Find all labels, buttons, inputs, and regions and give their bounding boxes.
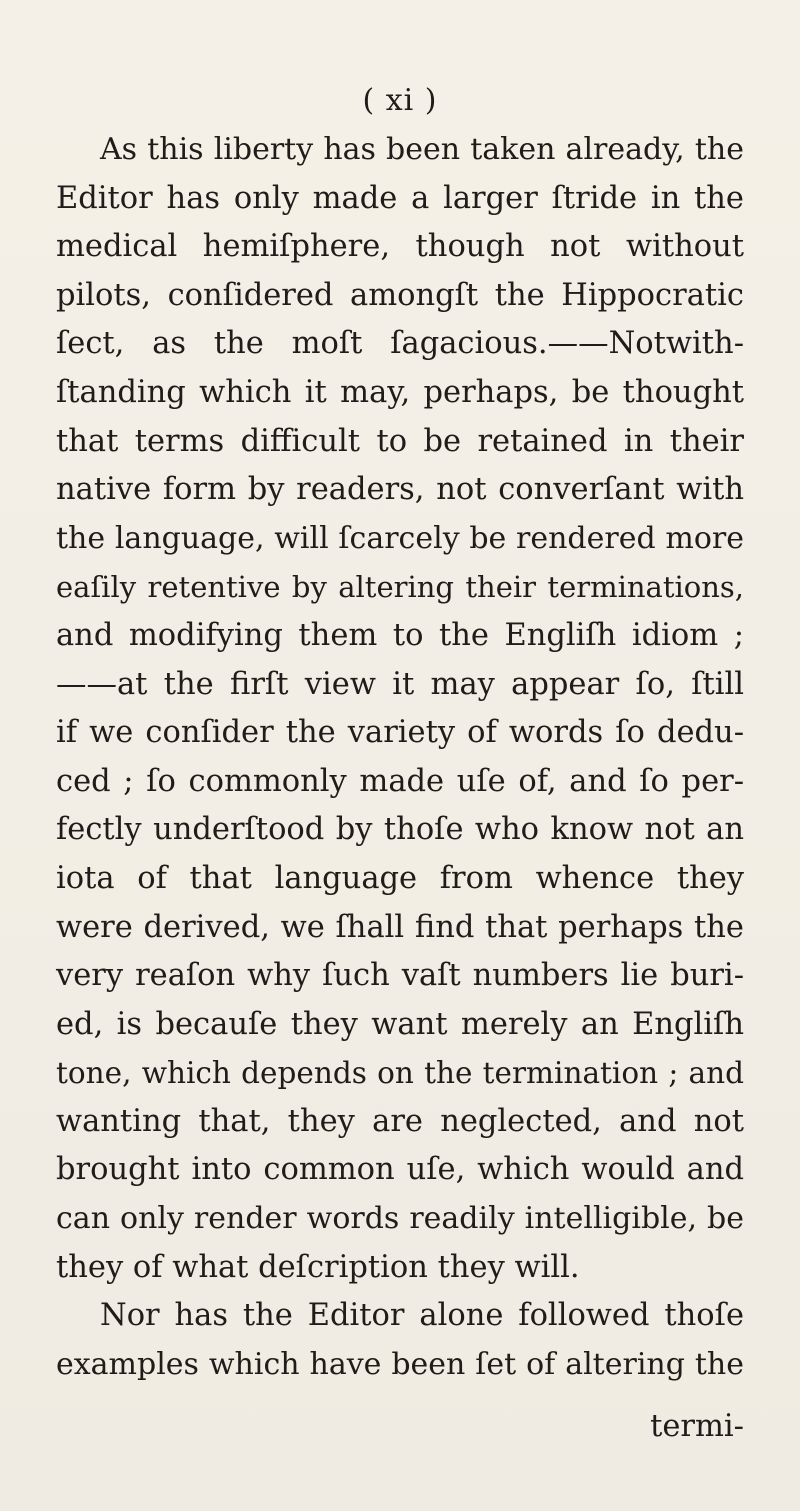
text-line: can only render words readily intelligible, be (56, 1201, 744, 1237)
text-line: ſtanding which it may, perhaps, be thought (56, 374, 744, 410)
text-line: fectly underſtood by thoſe who know not an (56, 812, 744, 848)
text-line: native form by readers, not converſant with (56, 472, 744, 508)
text-line: tone, which depends on the termination ; and (56, 1056, 744, 1091)
text-line: iota of that language from whence they (56, 860, 744, 896)
text-line: Editor has only made a larger ſtride in the (56, 180, 744, 216)
text-line: examples which have been ſet of altering the (56, 1346, 744, 1382)
text-line: ed, is becauſe they want merely an Engliſh (56, 1006, 744, 1042)
text-line: eaſily retentive by altering their terminations, (56, 570, 744, 605)
text-line: were derived, we ſhall find that perhaps the (56, 909, 744, 945)
text-line: ——at the firſt view it may appear ſo, ſtill (56, 666, 744, 702)
text-line: wanting that, they are neglected, and not (56, 1103, 744, 1139)
text-line: Nor has the Editor alone followed thoſe (100, 1298, 744, 1334)
text-line: ſect, as the moſt ſagacious.——Notwith- (56, 326, 744, 362)
text-line: ced ; ſo commonly made uſe of, and ſo per- (56, 763, 744, 799)
text-line: they of what deſcription they will. (56, 1249, 580, 1285)
text-line: brought into common uſe, which would and (56, 1152, 744, 1188)
text-line: that terms difficult to be retained in their (56, 423, 744, 459)
text-line: As this liberty has been taken already, the (100, 132, 744, 167)
text-line: and modifying them to the Engliſh idiom ; (56, 617, 744, 653)
text-line: pilots, conſidered amongſt the Hippocratic (56, 277, 744, 313)
page-number: ( xi ) (362, 83, 438, 118)
text-line: if we conſider the variety of words ſo dedu- (56, 715, 744, 751)
text-line: very reaſon why ſuch vaſt numbers lie buri- (56, 958, 744, 994)
text-line: the language, will ſcarcely be rendered more (56, 520, 744, 556)
body-text (56, 126, 744, 1389)
text-line: medical hemiſphere, though not without (56, 229, 744, 265)
catchword: termi- (650, 1409, 744, 1444)
